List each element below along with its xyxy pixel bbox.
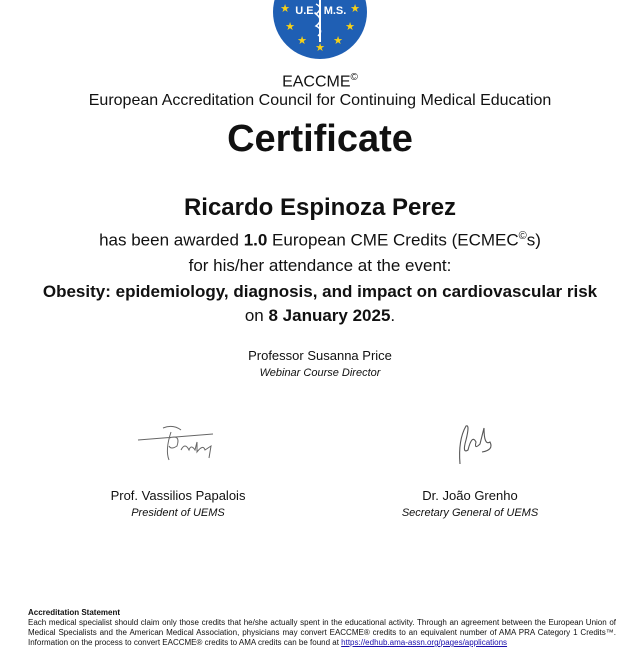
recipient-name: Ricardo Espinoza Perez xyxy=(183,194,457,221)
svg-text:★: ★ xyxy=(315,41,325,54)
credits-awarded: has been awarded 1.0 European CME Credits (ECMEC©s) xyxy=(99,230,541,250)
svg-text:U.E.: U.E. xyxy=(295,5,317,17)
signature-icon xyxy=(440,420,500,470)
svg-text:★: ★ xyxy=(280,2,290,15)
signatory-role: Secretary General of UEMS xyxy=(401,507,539,519)
svg-text:★: ★ xyxy=(345,20,355,33)
director-role: Webinar Course Director xyxy=(259,367,381,379)
event-title: Obesity: epidemiology, diagnosis, and impact on cardiovascular risk xyxy=(42,282,598,301)
accreditation-statement xyxy=(28,608,616,648)
attendance-text: for his/her attendance at the event: xyxy=(188,256,452,275)
certificate-title: Certificate xyxy=(227,118,413,160)
uems-logo xyxy=(272,0,368,60)
signature-block-secretary xyxy=(350,420,590,519)
signatory-name: Dr. João Grenho xyxy=(422,488,518,503)
accreditation-heading: Accreditation Statement xyxy=(28,608,121,617)
director-name: Professor Susanna Price xyxy=(248,348,392,363)
org-short-name: EACCME© xyxy=(282,72,358,91)
signatory-name: Prof. Vassilios Papalois xyxy=(110,488,246,503)
signatory-role: President of UEMS xyxy=(131,507,225,519)
svg-text:M.S.: M.S. xyxy=(323,5,347,17)
accreditation-body: Each medical specialist should claim only those credits that he/she actually spent in the educational activity. Through an agreement between the European Union of Medical Specialists and the American Medical Association, physicians may convert EACCME® credits to an equivalent number of AMA PRA Category 1 Credits™. Information on the process to convert EACCME® credits to AMA credits can be found at xyxy=(28,618,616,647)
signature-block-president xyxy=(58,420,298,519)
signature-icon xyxy=(133,420,223,470)
svg-text:★: ★ xyxy=(285,20,295,33)
svg-text:★: ★ xyxy=(333,34,343,47)
svg-text:★: ★ xyxy=(350,2,360,15)
event-date: on 8 January 2025. xyxy=(244,306,396,325)
ama-applications-link[interactable]: https://edhub.ama-assn.org/pages/applications xyxy=(341,638,508,647)
svg-text:★: ★ xyxy=(297,34,307,47)
org-full-name: European Accreditation Council for Continuing Medical Education xyxy=(88,92,552,109)
